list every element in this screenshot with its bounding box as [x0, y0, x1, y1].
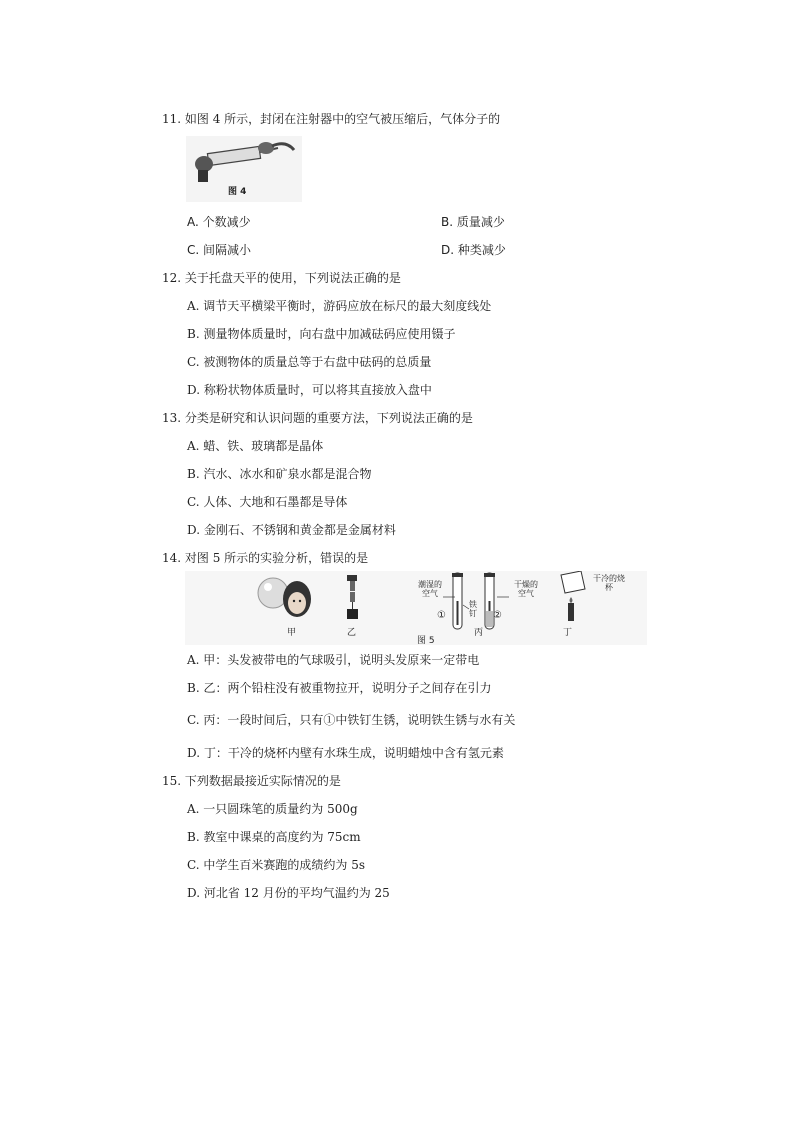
label-iron-nail: 铁钉	[469, 600, 477, 618]
q15-option-c: C. 中学生百米赛跑的成绩约为 5s	[187, 858, 365, 872]
q12-option-d: D. 称粉状物体质量时，可以将其直接放入盘中	[187, 383, 432, 397]
q12-stem: 12. 关于托盘天平的使用，下列说法正确的是	[162, 271, 401, 285]
label-yi: 乙	[347, 628, 357, 638]
q11-option-d: D. 种类减少	[441, 243, 506, 257]
q14-option-c: C. 丙：一段时间后，只有①中铁钉生锈，说明铁生锈与水有关	[187, 713, 516, 727]
balloon-hair-image	[257, 573, 317, 623]
lead-cylinders-image	[343, 573, 367, 623]
q14-option-d: D. 丁：干冷的烧杯内壁有水珠生成，说明蜡烛中含有氢元素	[187, 746, 504, 760]
figure-4-caption: 图 4	[228, 187, 247, 197]
q12-option-a: A. 调节天平横梁平衡时，游码应放在标尺的最大刻度线处	[187, 299, 492, 313]
q13-option-b: B. 汽水、冰水和矿泉水都是混合物	[187, 467, 372, 481]
q13-option-d: D. 金刚石、不锈钢和黄金都是金属材料	[187, 523, 396, 537]
q15-option-b: B. 教室中课桌的高度约为 75cm	[187, 830, 361, 844]
q13-stem: 13. 分类是研究和认识问题的重要方法，下列说法正确的是	[162, 411, 473, 425]
q15-stem: 15. 下列数据最接近实际情况的是	[162, 774, 341, 788]
q11-stem: 11. 如图 4 所示，封闭在注射器中的空气被压缩后，气体分子的	[162, 112, 501, 126]
q15-option-d: D. 河北省 12 月份的平均气温约为 25	[187, 886, 390, 900]
q13-option-a: A. 蜡、铁、玻璃都是晶体	[187, 439, 324, 453]
label-ding: 丁	[563, 628, 573, 638]
q12-option-c: C. 被测物体的质量总等于右盘中砝码的总质量	[187, 355, 432, 369]
figure-5-experiments	[185, 571, 647, 645]
label-dry-air: 干燥的空气	[514, 580, 538, 598]
beaker-candle-image	[555, 571, 595, 626]
label-wet-air: 潮湿的空气	[418, 580, 442, 598]
label-tube-1: ①	[437, 610, 446, 621]
q11-option-a: A. 个数减少	[187, 215, 251, 229]
q14-option-a: A. 甲：头发被带电的气球吸引，说明头发原来一定带电	[187, 653, 480, 667]
q11-option-c: C. 间隔减小	[187, 243, 252, 257]
label-jia: 甲	[287, 628, 297, 638]
label-cold-beaker: 干冷的烧杯	[593, 574, 625, 592]
figure-5-caption: 图 5	[417, 636, 435, 646]
q15-option-a: A. 一只圆珠笔的质量约为 500g	[187, 802, 358, 816]
label-bing: 丙	[474, 628, 484, 638]
q13-option-c: C. 人体、大地和石墨都是导体	[187, 495, 348, 509]
label-tube-2: ②	[493, 610, 502, 621]
q14-stem: 14. 对图 5 所示的实验分析，错误的是	[162, 551, 369, 565]
q12-option-b: B. 测量物体质量时，向右盘中加减砝码应使用镊子	[187, 327, 456, 341]
q14-option-b: B. 乙：两个铅柱没有被重物拉开，说明分子之间存在引力	[187, 681, 492, 695]
q11-option-b: B. 质量减少	[441, 215, 505, 229]
